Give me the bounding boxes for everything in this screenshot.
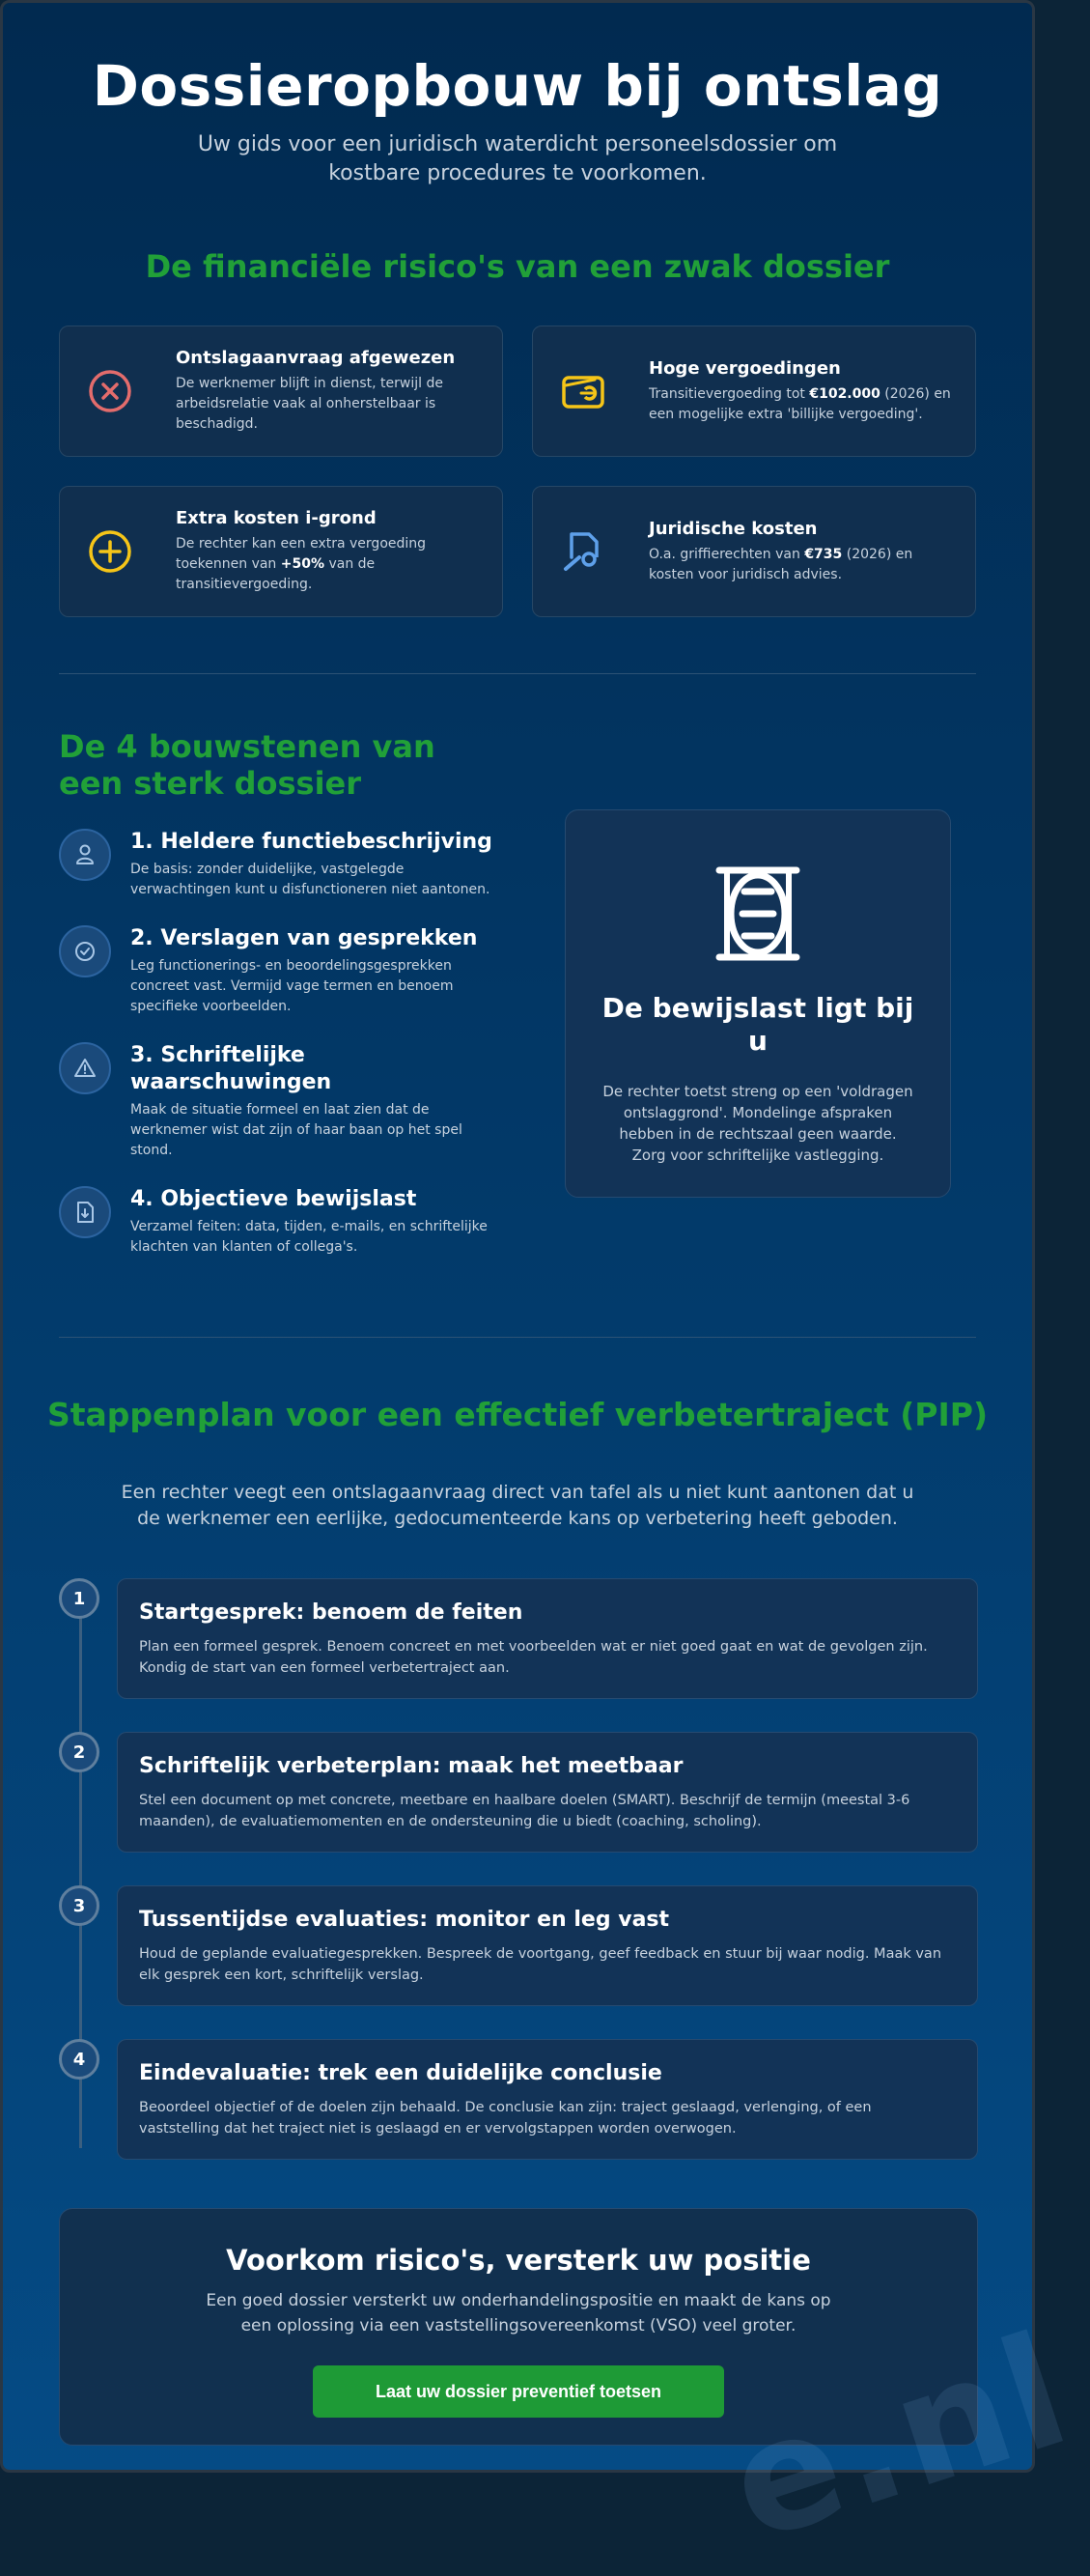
cta-section bbox=[59, 2208, 978, 2446]
pip-title: Stappenplan voor een effectief verbetertraject (PIP) bbox=[46, 1396, 989, 1433]
step-text: Stel een document op met concrete, meetbare en haalbare doelen (SMART). Beschrijf de termijn (meestal 3-6 maanden), de evaluatiemomenten en de ondersteuning die u biedt (coaching, scholing). bbox=[139, 1793, 910, 1829]
scroll-icon bbox=[700, 855, 816, 971]
user-icon bbox=[59, 829, 111, 881]
pip-intro: Een rechter veegt een ontslagaanvraag direct van tafel als u niet kunt aantonen dat u de werknemer een eerlijke, gedocumenteerde kans op verbetering heeft geboden. bbox=[121, 1482, 914, 1529]
step-card bbox=[117, 2039, 978, 2160]
building-block-text: Leg functionerings- en beoordelingsgesprekken concreet vast. Vermijd vage termen en benoem specifieke voorbeelden. bbox=[130, 958, 454, 1014]
building-block-text: Verzamel feiten: data, tijden, e-mails, en schriftelijke klachten van klanten of collega's. bbox=[130, 1219, 488, 1255]
legal-document-icon bbox=[558, 526, 608, 577]
pip-section bbox=[3, 1396, 1032, 2160]
building-block-title: 1. Heldere functiebeschrijving bbox=[130, 830, 492, 854]
building-block-title: 3. Schriftelijke waarschuwingen bbox=[130, 1043, 332, 1094]
risk-text: De werknemer blijft in dienst, terwijl de arbeidsrelatie vaak al onherstelbaar is beschadigd. bbox=[176, 376, 443, 432]
burden-of-proof-card bbox=[565, 809, 951, 1198]
warning-triangle-icon bbox=[59, 1042, 111, 1094]
section-divider bbox=[59, 1337, 976, 1338]
list-item bbox=[59, 829, 503, 900]
page-subtitle: Uw gids voor een juridisch waterdicht personeelsdossier om kostbare procedures te voorkomen. bbox=[197, 132, 838, 185]
pip-step bbox=[59, 2039, 978, 2160]
step-number: 4 bbox=[59, 2039, 99, 2080]
pip-steps bbox=[59, 1578, 978, 2160]
cta-title: Voorkom risico's, versterk uw positie bbox=[226, 2244, 811, 2277]
page-title: Dossieropbouw bij ontslag bbox=[92, 53, 943, 119]
risk-title: Juridische kosten bbox=[649, 518, 818, 539]
step-card bbox=[117, 1885, 978, 2006]
pip-step bbox=[59, 1732, 978, 1853]
risk-card-extra-costs bbox=[59, 486, 503, 617]
burden-of-proof-text: De rechter toetst streng op een 'voldragen ontslaggrond'. Mondelinge afspraken hebben in de rechtszaal geen waarde. Zorg voor schriftelijke vastlegging. bbox=[602, 1083, 913, 1164]
risk-text: Transitievergoeding tot €102.000 (2026) en een mogelijke extra 'billijke vergoeding'. bbox=[649, 385, 951, 422]
step-text: Plan een formeel gesprek. Benoem concreet en met voorbeelden wat er niet goed gaat en wat de gevolgen zijn. Kondig de start van een formeel verbetertraject aan. bbox=[139, 1639, 928, 1676]
risk-text: De rechter kan een extra vergoeding toekennen van +50% van de transitievergoeding. bbox=[176, 536, 427, 592]
risk-text: O.a. griffierechten van €735 (2026) en kosten voor juridisch advies. bbox=[649, 546, 913, 582]
risk-title: Extra kosten i-grond bbox=[176, 508, 377, 528]
wallet-icon bbox=[558, 366, 608, 416]
building-block-text: Maak de situatie formeel en laat zien dat de werknemer wist dat zijn of haar baan op het spel stond. bbox=[130, 1102, 462, 1158]
step-number: 3 bbox=[59, 1885, 99, 1926]
step-card bbox=[117, 1732, 978, 1853]
risk-title: Hoge vergoedingen bbox=[649, 357, 841, 379]
risk-card-legal-costs bbox=[532, 486, 976, 617]
cta-button[interactable]: Laat uw dossier preventief toetsen bbox=[313, 2365, 724, 2418]
risk-card-compensation bbox=[532, 326, 976, 457]
step-title: Startgesprek: benoem de feiten bbox=[139, 1600, 523, 1625]
list-item bbox=[59, 1042, 503, 1161]
step-title: Eindevaluatie: trek een duidelijke conclusie bbox=[139, 2061, 662, 2085]
risk-card-rejected bbox=[59, 326, 503, 457]
step-text: Beoordeel objectief of de doelen zijn behaald. De conclusie kan zijn: traject geslaagd, verlenging, of een vaststelling dat het traject niet is geslaagd en er vervolgstappen worden overwogen. bbox=[139, 2100, 872, 2137]
building-block-text: De basis: zonder duidelijke, vastgelegde verwachtingen kunt u disfunctioneren niet aantonen. bbox=[130, 862, 490, 897]
plus-circle-icon bbox=[85, 526, 135, 577]
list-item bbox=[59, 1186, 503, 1258]
x-circle-icon bbox=[85, 366, 135, 416]
building-blocks-list bbox=[59, 829, 503, 1283]
hero-section bbox=[3, 3, 1032, 188]
building-blocks-section bbox=[3, 674, 1032, 1283]
step-number: 2 bbox=[59, 1732, 99, 1772]
pip-step bbox=[59, 1885, 978, 2006]
step-number: 1 bbox=[59, 1578, 99, 1619]
building-block-title: 4. Objectieve bewijslast bbox=[130, 1187, 417, 1211]
risk-grid bbox=[59, 326, 1032, 617]
file-download-icon bbox=[59, 1186, 111, 1238]
cta-text: Een goed dossier versterkt uw onderhandelingspositie en maakt de kans op een oplossing via een vaststellingsovereenkomst (VSO) veel groter. bbox=[206, 2291, 831, 2335]
risk-title: Ontslagaanvraag afgewezen bbox=[176, 348, 456, 368]
step-title: Schriftelijk verbeterplan: maak het meetbaar bbox=[139, 1754, 684, 1778]
check-circle-icon bbox=[59, 925, 111, 977]
burden-of-proof-title: De bewijslast ligt bij u bbox=[601, 992, 914, 1057]
building-block-title: 2. Verslagen van gesprekken bbox=[130, 926, 478, 950]
building-blocks-title: De 4 bouwstenen van een sterk dossier bbox=[59, 728, 435, 802]
risks-title: De financiële risico's van een zwak dossier bbox=[145, 248, 890, 285]
step-title: Tussentijdse evaluaties: monitor en leg vast bbox=[139, 1908, 670, 1932]
step-card bbox=[117, 1578, 978, 1699]
pip-step bbox=[59, 1578, 978, 1699]
list-item bbox=[59, 925, 503, 1017]
step-text: Houd de geplande evaluatiegesprekken. Bespreek de voortgang, geef feedback en stuur bij waar nodig. Maak van elk gesprek een kort, schriftelijk verslag. bbox=[139, 1946, 942, 1983]
risks-section bbox=[3, 248, 1032, 617]
